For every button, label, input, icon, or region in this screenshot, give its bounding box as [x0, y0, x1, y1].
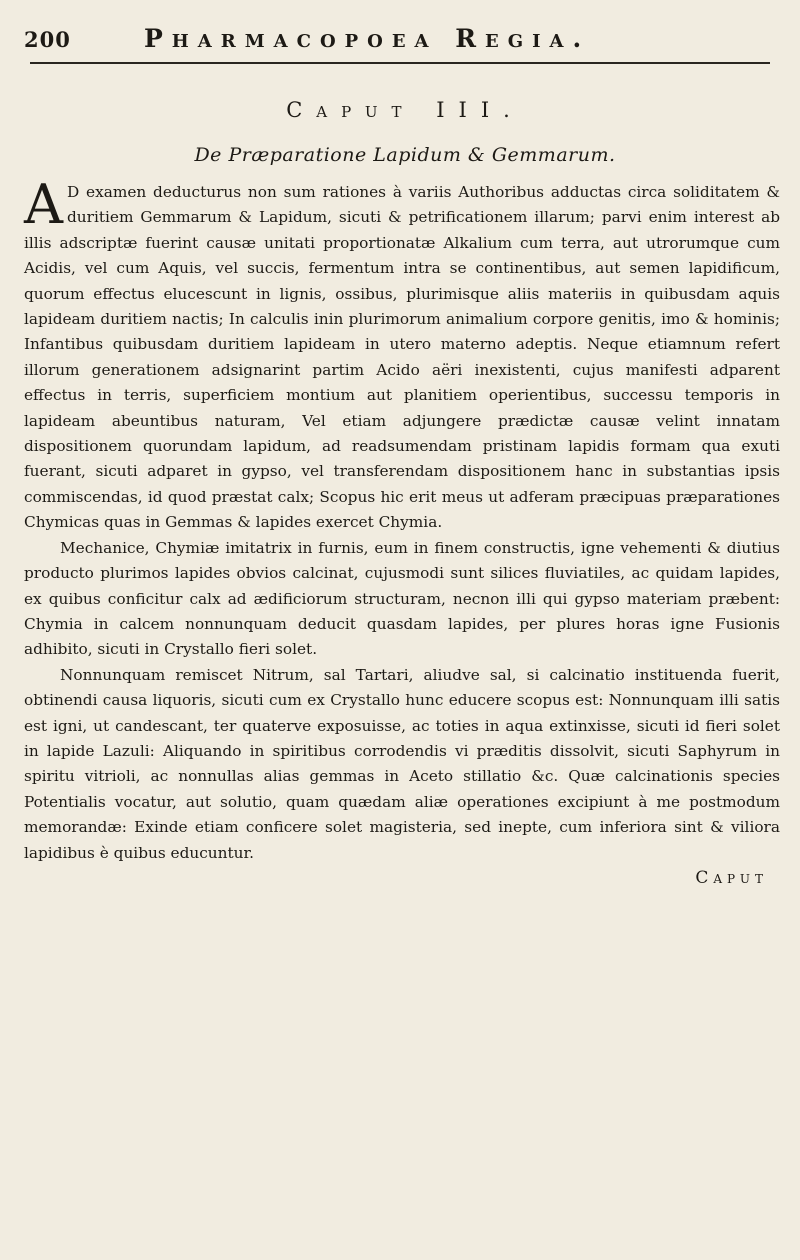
catchword: Caput — [695, 867, 768, 888]
running-title: Pharmacopoea Regia. — [144, 24, 591, 53]
paragraph-2: Mechanice, Chymiæ imitatrix in furnis, eum in finem constructis, igne vehementi & diutius producto plurimos lapides obvios calcinat, cujusmodi sunt silices fluviatiles, ac quidam lapides, ex quibus conficitur calx ad ædificiorum structuram, necnon illi qui gypso materiam præbent: Chymia in calcem nonnunquam deducit quasdam lapides, per plures horas igne Fusionis adhibito, sicuti in Crystallo fieri solet. — [24, 538, 780, 659]
page-header — [24, 24, 786, 58]
drop-cap-initial: A — [24, 173, 63, 236]
paragraph-1 — [24, 173, 780, 536]
chapter-title: Caput III. — [286, 98, 524, 122]
chapter-subtitle: De Præparatione Lapidum & Gemmarum. — [194, 144, 616, 166]
body-text — [24, 173, 786, 866]
page-number: 200 — [24, 27, 71, 52]
header-rule — [30, 62, 770, 64]
paragraph-1-text: D examen deducturus non sum rationes à variis Authoribus adductas circa soliditatem & duritiem Gemmarum & Lapidum, sicuti & petrificationem illarum; parvi enim interest ab illis adscriptæ fuerint causæ unitati proportionatæ Alkalium cum terra, aut utrorumque cum Acidis, vel cum Aquis, vel succis, fermentum intra se continentibus, aut semen lapidificum, quorum effectus elucescunt in lignis, ossibus, plurimisque aliis materiis in quibusdam aquis lapideam duritiem nactis; In calculis inin plurimorum animalium corpore genitis, imo & hominis; Infantibus quibusdam duritiem lapideam in utero materno adeptis. Neque etiamnum refert illorum generationem adsignarint partim Acido aëri inexistenti, cujus manifesti adparent effectus in terris, superficiem montium aut planitiem operientibus, successu temporis in lapideam abeuntibus naturam, Vel etiam adjungere prædictæ causæ velint innatam dispositionem quorundam lapidum, ad readsumendam pristinam lapidis formam qua exuti fuerant, sicuti adparet in gypso, vel transferendam dispositionem hanc in substantias ipsis commiscendas, id quod præstat calx; Scopus hic erit meus ut adferam præcipuas præparationes Chymicas quas in Gemmas & lapides exercet Chymia. — [24, 183, 780, 532]
paragraph-3: Nonnunquam remiscet Nitrum, sal Tartari, aliudve sal, si calcinatio instituenda fuerit, obtinendi causa liquoris, sicuti cum ex Crystallo hunc educere scopus est: Nonnunquam illi satis est igni, ut candescant, ter quaterve exposuisse, ac toties in aqua extinxisse, sicuti id fieri solet in lapide Lazuli: Aliquando in spiritibus corrodendis vi præditis dissolvit, sicuti Saphyrum in spiritu vitrioli, ac nonnullas alias gemmas in Aceto stillatio &c. Quæ calcinationis species Potentialis vocatur, aut solutio, quam quædam aliæ operationes excipiunt à me postmodum memorandæ: Exinde etiam conficere solet magisteria, sed inepte, cum inferiora sint & viliora lapidibus è quibus educuntur. — [24, 665, 780, 862]
